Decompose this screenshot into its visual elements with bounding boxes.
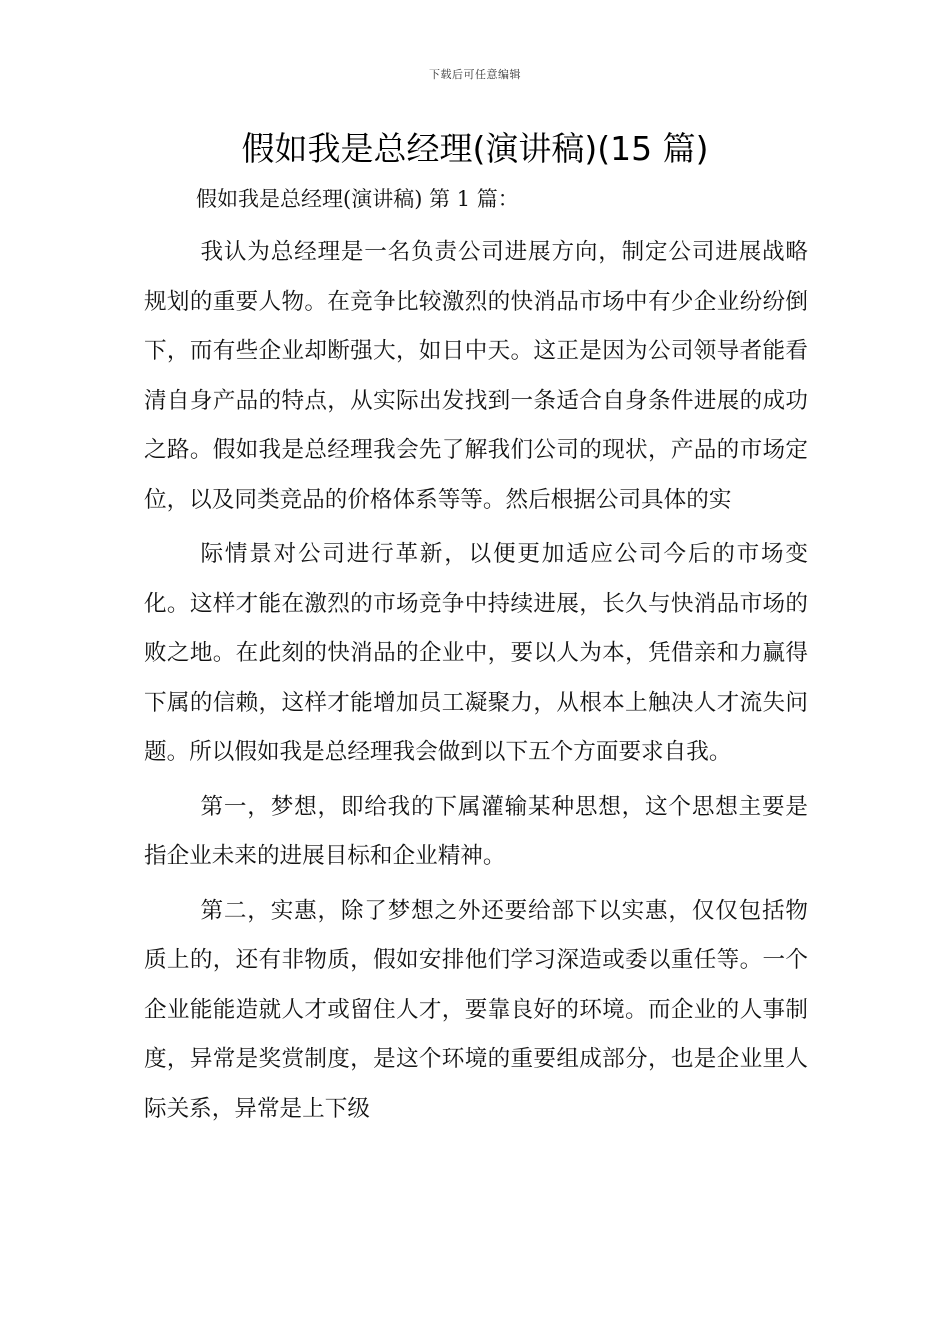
paragraph: 我认为总经理是一名负责公司进展方向，制定公司进展战略规划的重要人物。在竞争比较激烈的快消品市场中有少企业纷纷倒下，而有些企业却断强大，如日中天。这正是因为公司领导者能看清自身产品的特点，从实际出发找到一条适合自身条件进展的成功之路。假如我是总经理我会先了解我们公司的现状，产品的市场定位，以及同类竞品的价格体系等等。然后根据公司具体的实 [144,239,808,513]
section-subtitle: 假如我是总经理(演讲稿) 第 1 篇： [196,187,519,211]
document-body [144,228,808,1139]
paragraph: 际情景对公司进行革新，以便更加适应公司今后的市场变化。这样才能在激烈的市场竞争中持续进展，长久与快消品市场的败之地。在此刻的快消品的企业中，要以人为本，凭借亲和力赢得下属的信赖，这样才能增加员工凝聚力，从根本上触决人才流失问题。所以假如我是总经理我会做到以下五个方面要求自我。 [144,541,808,765]
paragraph: 第一，梦想，即给我的下属灌输某种思想，这个思想主要是指企业未来的进展目标和企业精神。 [144,793,808,869]
document-title: 假如我是总经理(演讲稿)(15 篇) [241,129,709,168]
paragraph: 第二，实惠，除了梦想之外还要给部下以实惠，仅仅包括物质上的，还有非物质，假如安排他们学习深造或委以重任等。一个企业能能造就人才或留住人才，要靠良好的环境。而企业的人事制度，异常是奖赏制度，是这个环境的重要组成部分，也是企业里人际关系，异常是上下级 [144,897,808,1122]
page-header: 下载后可任意编辑 [429,68,521,81]
